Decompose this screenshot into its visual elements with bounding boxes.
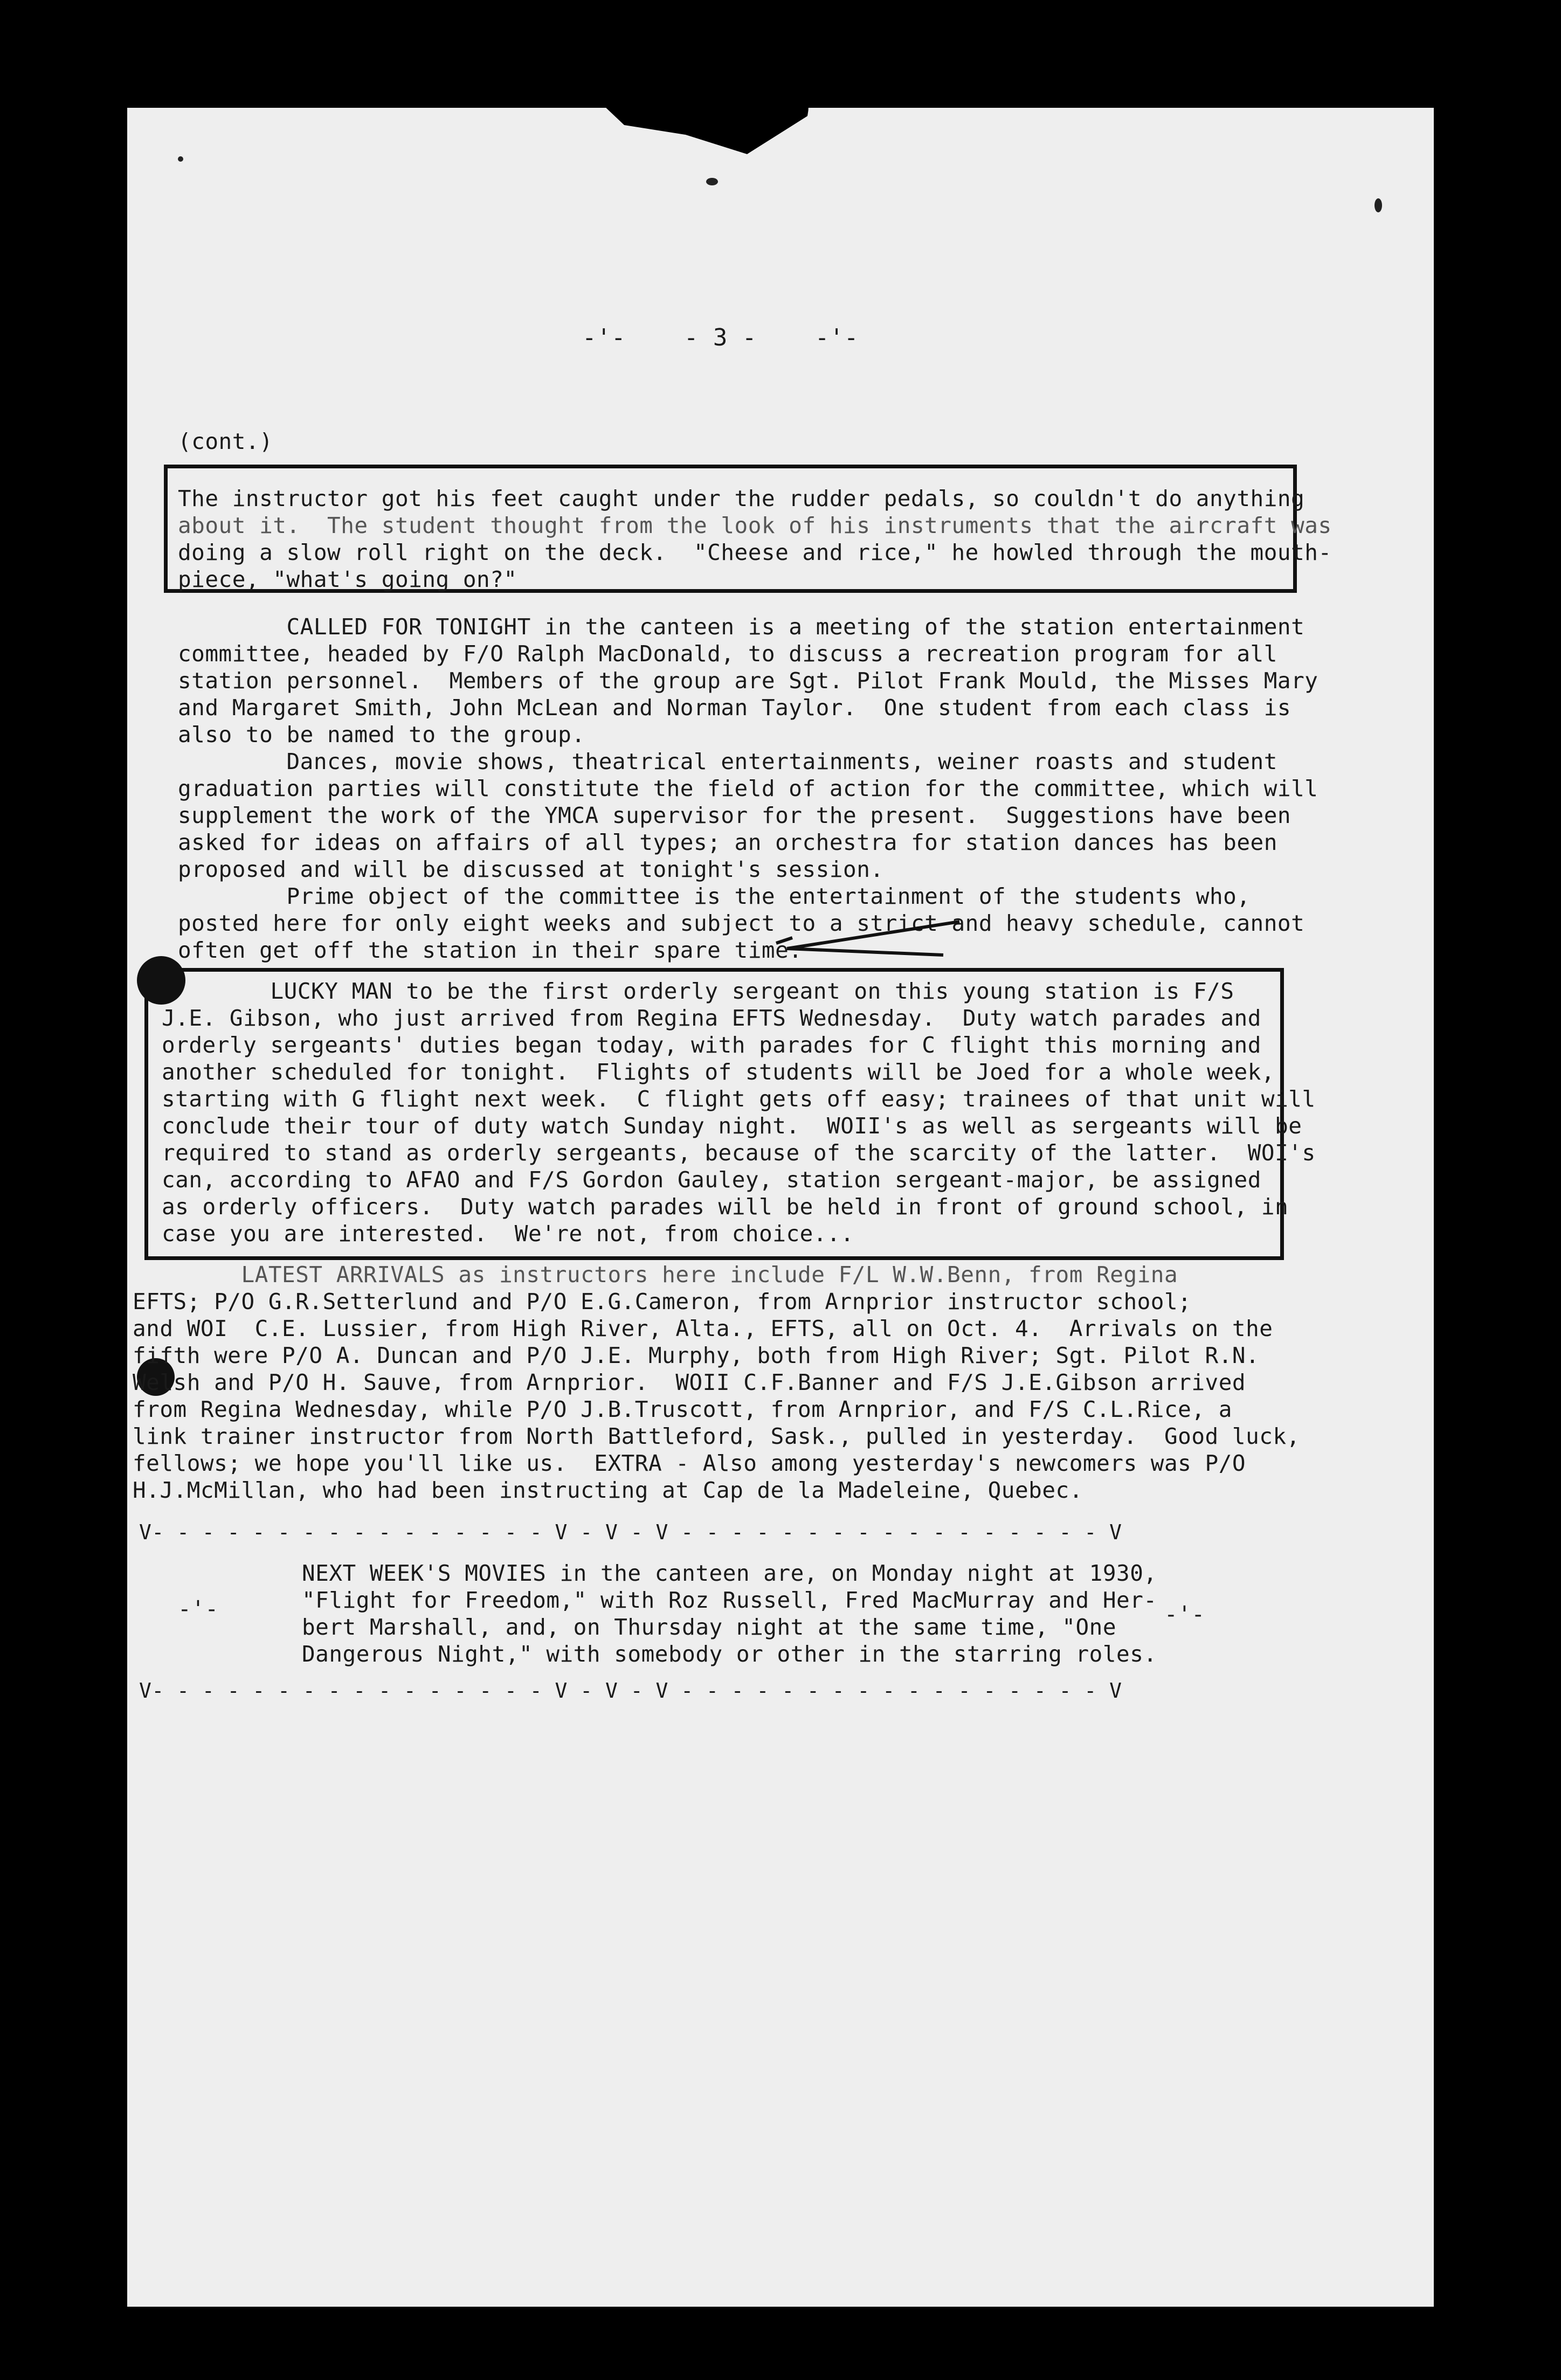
arrivals-line: link trainer instructor from North Battleford, Sask., pulled in yesterday. Good luck, <box>133 1423 1300 1449</box>
entertainment-line: Prime object of the committee is the entertainment of the students who, <box>178 883 1251 909</box>
orderly-line: orderly sergeants' duties began today, with parades for C flight this morning and <box>162 1032 1261 1058</box>
continued-label: (cont.) <box>178 428 273 454</box>
entertainment-line: graduation parties will constitute the field of action for the committee, which will <box>178 776 1318 801</box>
orderly-line: can, according to AFAO and F/S Gordon Gauley, station sergeant-major, be assigned <box>162 1167 1261 1193</box>
pen-mark <box>765 905 981 965</box>
entertainment-line: committee, headed by F/O Ralph MacDonald, to discuss a recreation program for all <box>178 641 1277 667</box>
story-line: about it. The student thought from the look of his instruments that the aircraft was <box>178 513 1332 538</box>
entertainment-line: supplement the work of the YMCA supervisor for the present. Suggestions have been <box>178 802 1291 828</box>
entertainment-line: posted here for only eight weeks and subject to a strict and heavy schedule, cannot <box>178 910 1305 936</box>
arrivals-line: fellows; we hope you'll like us. EXTRA - Also among yesterday's newcomers was P/O <box>133 1450 1246 1476</box>
arrivals-line: fifth were P/O A. Duncan and P/O J.E. Murphy, both from High River; Sgt. Pilot R.N. <box>133 1343 1260 1368</box>
entertainment-line: also to be named to the group. <box>178 722 585 748</box>
orderly-line: conclude their tour of duty watch Sunday night. WOII's as well as sergeants will be <box>162 1113 1302 1139</box>
story-line: doing a slow roll right on the deck. "Cheese and rice," he howled through the mouth- <box>178 539 1332 565</box>
ink-speck <box>706 178 718 185</box>
orderly-line: J.E. Gibson, who just arrived from Regina EFTS Wednesday. Duty watch parades and <box>162 1005 1261 1031</box>
entertainment-line: Dances, movie shows, theatrical entertainments, weiner roasts and student <box>178 749 1277 774</box>
story-line: piece, "what's going on?" <box>178 566 517 592</box>
entertainment-line: station personnel. Members of the group are Sgt. Pilot Frank Mould, the Misses Mary <box>178 668 1318 694</box>
divider-top: V- - - - - - - - - - - - - - - - V - V - V - - - - - - - - - - - - - - - - - V <box>139 1520 1122 1544</box>
arrivals-line: LATEST ARRIVALS as instructors here include F/L W.W.Benn, from Regina <box>133 1262 1178 1288</box>
orderly-line: starting with G flight next week. C flight gets off easy; trainees of that unit will <box>162 1086 1316 1112</box>
orderly-line: another scheduled for tonight. Flights of students will be Joed for a whole week, <box>162 1059 1275 1085</box>
orderly-line: required to stand as orderly sergeants, because of the scarcity of the latter. WOI's <box>162 1140 1316 1166</box>
movies-line: Dangerous Night," with somebody or other in the starring roles. <box>302 1641 1157 1667</box>
entertainment-line: often get off the station in their spare time. <box>178 937 803 963</box>
entertainment-line: proposed and will be discussed at tonight's session. <box>178 856 884 882</box>
side-mark-left: -'- <box>178 1596 219 1622</box>
page-number: -'- - 3 - -'- <box>582 324 859 351</box>
divider-bottom: V- - - - - - - - - - - - - - - - V - V - V - - - - - - - - - - - - - - - - - V <box>139 1679 1122 1703</box>
entertainment-line: asked for ideas on affairs of all types; an orchestra for station dances has been <box>178 829 1277 855</box>
arrivals-line: from Regina Wednesday, while P/O J.B.Truscott, from Arnprior, and F/S C.L.Rice, a <box>133 1396 1232 1422</box>
entertainment-line: CALLED FOR TONIGHT in the canteen is a meeting of the station entertainment <box>178 614 1305 640</box>
arrivals-line: and WOI C.E. Lussier, from High River, Alta., EFTS, all on Oct. 4. Arrivals on the <box>133 1316 1273 1341</box>
entertainment-line: and Margaret Smith, John McLean and Norman Taylor. One student from each class is <box>178 695 1291 721</box>
movies-line: NEXT WEEK'S MOVIES in the canteen are, on Monday night at 1930, <box>302 1560 1157 1586</box>
movies-line: "Flight for Freedom," with Roz Russell, Fred MacMurray and Her- <box>302 1587 1157 1613</box>
movies-line: bert Marshall, and, on Thursday night at the same time, "One <box>302 1614 1117 1640</box>
arrivals-line: Welsh and P/O H. Sauve, from Arnprior. WOII C.F.Banner and F/S J.E.Gibson arrived <box>133 1369 1246 1395</box>
arrivals-line: H.J.McMillan, who had been instructing at Cap de la Madeleine, Quebec. <box>133 1477 1083 1503</box>
arrivals-line: EFTS; P/O G.R.Setterlund and P/O E.G.Cameron, from Arnprior instructor school; <box>133 1289 1192 1314</box>
orderly-line: as orderly officers. Duty watch parades will be held in front of ground school, in <box>162 1194 1289 1220</box>
ink-speck <box>1374 198 1382 212</box>
story-line: The instructor got his feet caught under the rudder pedals, so couldn't do anything <box>178 486 1305 511</box>
orderly-line: LUCKY MAN to be the first orderly sergeant on this young station is F/S <box>162 978 1234 1004</box>
ink-speck <box>178 156 183 162</box>
orderly-line: case you are interested. We're not, from choice... <box>162 1221 854 1247</box>
side-mark-right: -'- <box>1164 1601 1205 1627</box>
